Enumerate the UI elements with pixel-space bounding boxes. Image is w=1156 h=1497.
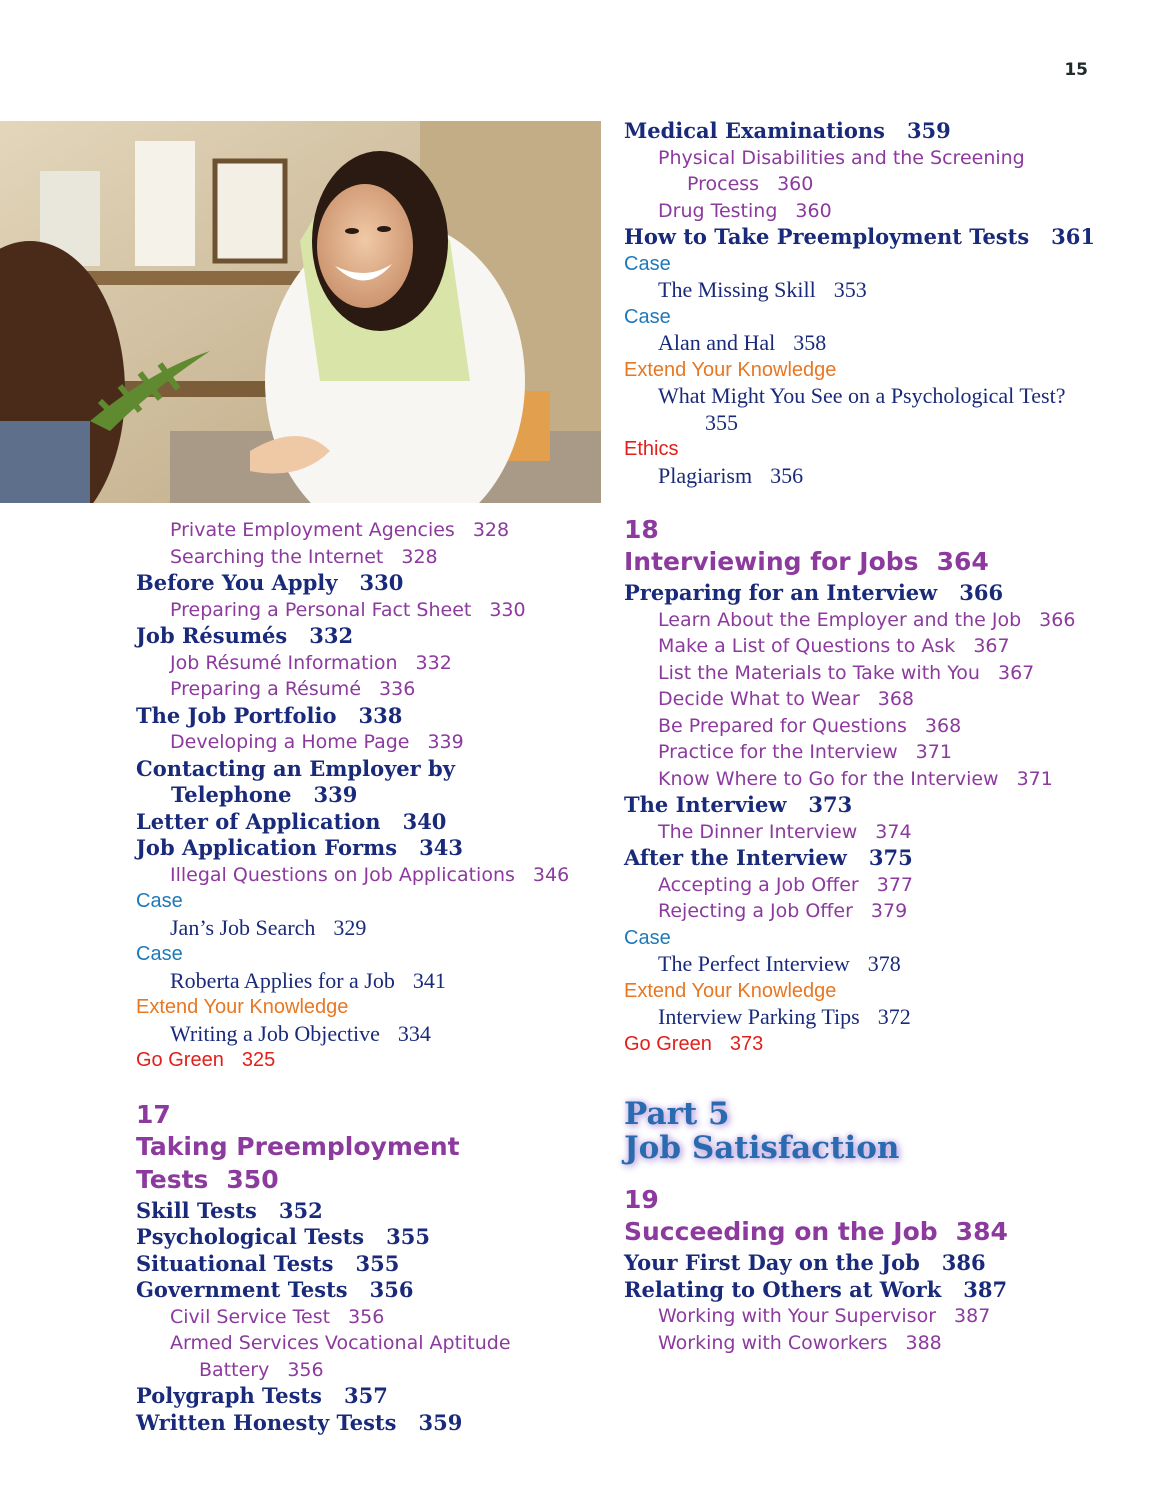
toc-subsection-entry[interactable] xyxy=(624,898,1104,925)
page-ref: 374 xyxy=(875,820,912,843)
page-ref: 330 xyxy=(489,598,526,621)
feature-title-entry[interactable] xyxy=(136,968,586,995)
feature-label-case xyxy=(624,925,1104,952)
entry-text: Medical Examinations xyxy=(624,118,885,143)
page-ref: 366 xyxy=(959,580,1004,605)
entry-text: Private Employment Agencies xyxy=(170,519,455,541)
entry-text: Illegal Questions on Job Applications xyxy=(170,863,515,886)
entry-text: Extend Your Knowledge xyxy=(624,358,837,381)
chapter-number: 19 xyxy=(624,1185,659,1214)
toc-section-entry[interactable] xyxy=(136,1410,586,1437)
page-ref: 336 xyxy=(379,678,416,700)
part-heading xyxy=(624,1097,1104,1165)
entry-text: Be Prepared for Questions xyxy=(658,714,907,737)
page-ref: 358 xyxy=(793,330,827,355)
page-ref: 357 xyxy=(343,1383,388,1408)
page-ref: 356 xyxy=(369,1277,414,1302)
entry-text: Developing a Home Page xyxy=(170,731,410,753)
toc-section-entry[interactable] xyxy=(136,835,586,862)
page-ref: 332 xyxy=(415,651,452,674)
entry-text: The Job Portfolio xyxy=(136,702,337,728)
entry-text: Preparing for an Interview xyxy=(624,580,938,605)
toc-subsection-entry[interactable] xyxy=(624,1303,1104,1330)
entry-text: Jan’s Job Search xyxy=(170,914,316,940)
page-ref: 360 xyxy=(777,173,814,195)
entry-text: Rejecting a Job Offer xyxy=(658,900,853,922)
entry-text: The Interview xyxy=(624,792,787,817)
toc-subsection-entry[interactable] xyxy=(136,544,586,571)
entry-text: The Perfect Interview xyxy=(658,951,850,976)
entry-text: Job Application Forms xyxy=(136,835,398,860)
feature-title-entry[interactable] xyxy=(624,1004,1104,1031)
page-ref: 341 xyxy=(412,967,446,993)
entry-text: Roberta Applies for a Job xyxy=(170,967,395,993)
entry-text: Preparing a Personal Fact Sheet xyxy=(170,598,472,621)
toc-section-entry[interactable] xyxy=(624,580,1104,607)
entry-text: Written Honesty Tests xyxy=(136,1409,397,1435)
chapter-title[interactable]: Interviewing for Jobs 364 xyxy=(624,547,989,576)
entry-text: Accepting a Job Offer xyxy=(658,873,859,896)
entry-text: Situational Tests xyxy=(136,1250,334,1276)
entry-text: Polygraph Tests xyxy=(136,1383,322,1408)
feature-title-entry[interactable] xyxy=(136,915,586,942)
toc-subsection-entry[interactable] xyxy=(624,198,1104,225)
entry-text: Physical Disabilities and the Screening Process xyxy=(658,146,1025,195)
entry-text: Letter of Application xyxy=(136,808,381,834)
part-number: Part 5 xyxy=(624,1096,730,1132)
entry-text: Civil Service Test xyxy=(170,1305,331,1328)
entry-text: Preparing a Résumé xyxy=(170,678,362,700)
feature-label-case xyxy=(136,888,586,915)
toc-section-entry[interactable] xyxy=(136,1198,586,1225)
feature-label-case xyxy=(624,304,1104,331)
toc-subsection-entry[interactable] xyxy=(624,686,1104,713)
feature-label-extend xyxy=(624,978,1104,1005)
page-ref: 328 xyxy=(401,545,438,568)
toc-subsection-entry[interactable] xyxy=(136,650,586,677)
toc-subsection-entry[interactable] xyxy=(136,862,586,889)
page-ref: 373 xyxy=(808,792,853,817)
entry-text: Searching the Internet xyxy=(170,545,384,568)
page-ref: 361 xyxy=(1051,224,1095,249)
entry-text: Case xyxy=(136,943,183,965)
page-ref: 367 xyxy=(973,635,1010,657)
entry-text: Case xyxy=(624,926,671,949)
feature-label-ethics xyxy=(624,436,1104,463)
toc-section-entry[interactable] xyxy=(136,1224,586,1251)
entry-text: The Dinner Interview xyxy=(658,820,858,843)
page-ref: 339 xyxy=(427,731,464,753)
page-ref: 366 xyxy=(1039,608,1076,631)
chapter-17 xyxy=(136,1100,586,1437)
toc-subsection-entry[interactable] xyxy=(624,819,1104,846)
entry-text: Before You Apply xyxy=(136,570,338,595)
feature-label-case xyxy=(624,251,1104,278)
entry-text: Decide What to Wear xyxy=(658,688,860,710)
toc-section-entry[interactable] xyxy=(624,224,1104,251)
entry-text: Drug Testing xyxy=(658,199,778,222)
part-title: Job Satisfaction xyxy=(624,1130,900,1166)
entry-text: Case xyxy=(624,305,671,328)
page-ref: 388 xyxy=(905,1331,942,1354)
chapter-photo xyxy=(0,121,601,503)
entry-text: Alan and Hal xyxy=(658,330,776,355)
toc-section-entry[interactable] xyxy=(136,623,586,650)
page-ref: 330 xyxy=(359,570,404,595)
toc-section-entry[interactable] xyxy=(624,1250,1104,1277)
toc-section-entry[interactable] xyxy=(624,792,1104,819)
toc-subsection-entry[interactable] xyxy=(624,633,1104,660)
entry-text: Go Green xyxy=(136,1049,224,1071)
feature-title-entry[interactable] xyxy=(624,277,1104,304)
page-ref: 343 xyxy=(419,835,463,860)
chapter-19 xyxy=(624,1185,1104,1356)
page-ref: 368 xyxy=(924,714,962,737)
page-ref: 368 xyxy=(877,688,914,710)
page-ref: 356 xyxy=(287,1358,324,1381)
toc-subsection-entry[interactable] xyxy=(624,607,1104,634)
toc-section-entry[interactable] xyxy=(624,118,1104,145)
entry-text: Make a List of Questions to Ask xyxy=(658,635,956,657)
page-number: 15 xyxy=(1064,60,1088,80)
toc-subsection-entry[interactable] xyxy=(624,872,1104,899)
entry-text: Your First Day on the Job xyxy=(624,1250,920,1275)
entry-text: Practice for the Interview xyxy=(658,741,898,763)
toc-subsection-entry[interactable] xyxy=(136,517,586,544)
toc-subsection-entry[interactable] xyxy=(624,713,1104,740)
page-ref: 359 xyxy=(906,118,951,143)
toc-section-entry[interactable] xyxy=(624,1277,1104,1304)
chapter-title[interactable]: Succeeding on the Job 384 xyxy=(624,1217,1008,1246)
page-ref: 359 xyxy=(418,1409,463,1435)
entry-text: Learn About the Employer and the Job xyxy=(658,608,1022,631)
page-ref: 346 xyxy=(532,863,570,886)
page-ref: 360 xyxy=(795,199,832,222)
entry-text: Plagiarism xyxy=(658,462,753,488)
page-ref: 373 xyxy=(729,1032,764,1055)
entry-text: Government Tests xyxy=(136,1277,348,1302)
page-ref: 356 xyxy=(770,462,804,488)
page-ref: 372 xyxy=(877,1004,911,1029)
chapter-number: 17 xyxy=(136,1099,171,1129)
page-ref: 377 xyxy=(876,873,913,896)
feature-title-entry[interactable] xyxy=(624,383,1104,436)
page-ref: 353 xyxy=(833,277,867,302)
page-ref: 356 xyxy=(348,1305,385,1328)
toc-subsection-entry[interactable] xyxy=(136,597,586,624)
toc-section-entry[interactable] xyxy=(136,809,586,836)
feature-title-entry[interactable] xyxy=(624,951,1104,978)
toc-subsection-entry[interactable] xyxy=(136,1304,586,1331)
feature-title-entry[interactable] xyxy=(624,463,1104,490)
toc-left-column xyxy=(136,517,586,1436)
toc-right-column xyxy=(624,118,1104,1356)
page-ref: 338 xyxy=(358,702,403,728)
page-ref: 355 xyxy=(355,1250,400,1276)
page-ref: 340 xyxy=(402,808,447,834)
page-ref: 329 xyxy=(333,914,367,940)
chapter-18 xyxy=(624,515,1104,1057)
page-ref: 387 xyxy=(963,1276,1008,1302)
toc-subsection-entry[interactable] xyxy=(136,729,586,756)
entry-text: How to Take Preemployment Tests xyxy=(624,224,1030,249)
page-ref: 379 xyxy=(870,900,908,922)
entry-text: Job Résumé Information xyxy=(170,651,398,674)
entry-text: After the Interview xyxy=(624,845,847,870)
entry-text: Go Green xyxy=(624,1032,712,1055)
entry-text: Case xyxy=(136,890,183,912)
page-ref: 371 xyxy=(1016,767,1053,790)
page-ref: 371 xyxy=(915,741,952,763)
page-ref: 384 xyxy=(955,1217,1008,1246)
chapter-title[interactable]: Taking Preemployment Tests 350 xyxy=(136,1131,460,1194)
page-ref: 332 xyxy=(309,623,354,648)
entry-text: Know Where to Go for the Interview xyxy=(658,767,999,790)
page-ref: 364 xyxy=(936,547,989,576)
page-ref: 355 xyxy=(705,409,738,435)
entry-text: Armed Services Vocational Aptitude Battery xyxy=(170,1332,511,1381)
toc-subsection-entry[interactable] xyxy=(624,766,1104,793)
feature-label-case xyxy=(136,941,586,968)
entry-text: Writing a Job Objective xyxy=(170,1020,380,1046)
toc-section-entry[interactable] xyxy=(624,845,1104,872)
toc-section-entry[interactable] xyxy=(136,756,586,809)
toc-section-entry[interactable] xyxy=(136,570,586,597)
toc-subsection-entry[interactable] xyxy=(624,660,1104,687)
entry-text: Ethics xyxy=(624,438,679,460)
page-ref: 386 xyxy=(941,1250,986,1275)
entry-text: Contacting an Employer by Telephone xyxy=(136,755,455,807)
page-ref: 328 xyxy=(472,519,510,541)
toc-section-entry[interactable] xyxy=(136,1277,586,1304)
feature-title-entry[interactable] xyxy=(624,330,1104,357)
entry-text: Psychological Tests xyxy=(136,1224,365,1249)
entry-text: The Missing Skill xyxy=(658,277,816,302)
page-ref: 355 xyxy=(386,1224,430,1249)
entry-text: Interview Parking Tips xyxy=(658,1004,860,1029)
entry-text: Relating to Others at Work xyxy=(624,1276,942,1302)
feature-label-extend xyxy=(624,357,1104,384)
entry-text: Case xyxy=(624,252,671,275)
page-ref: 378 xyxy=(867,951,901,976)
page-ref: 375 xyxy=(868,845,913,870)
feature-label-go-green[interactable] xyxy=(136,1047,586,1074)
toc-section-entry[interactable] xyxy=(136,1251,586,1278)
entry-text: Working with Your Supervisor xyxy=(658,1305,937,1327)
toc-section-entry[interactable] xyxy=(136,1383,586,1410)
page-ref: 339 xyxy=(313,782,358,807)
toc-subsection-entry[interactable] xyxy=(624,145,1104,198)
feature-label-extend xyxy=(136,994,586,1021)
feature-label-go-green[interactable] xyxy=(624,1031,1104,1058)
entry-text: Extend Your Knowledge xyxy=(136,996,349,1018)
page-ref: 325 xyxy=(241,1049,276,1071)
page-ref: 352 xyxy=(278,1197,323,1223)
toc-subsection-entry[interactable] xyxy=(136,1330,586,1383)
entry-text: Working with Coworkers xyxy=(658,1331,888,1354)
entry-text: Skill Tests xyxy=(136,1197,257,1223)
toc-section-entry[interactable] xyxy=(136,703,586,730)
entry-text: Job Résumés xyxy=(136,623,288,648)
entry-text: What Might You See on a Psychological Test? xyxy=(658,383,1066,408)
page-ref: 334 xyxy=(397,1020,431,1046)
entry-text: Extend Your Knowledge xyxy=(624,979,837,1002)
chapter-number: 18 xyxy=(624,515,659,544)
page-ref: 367 xyxy=(997,661,1035,684)
toc-subsection-entry[interactable] xyxy=(136,676,586,703)
toc-subsection-entry[interactable] xyxy=(624,739,1104,766)
feature-title-entry[interactable] xyxy=(136,1021,586,1048)
page-ref: 387 xyxy=(954,1305,991,1327)
page-ref: 350 xyxy=(226,1164,279,1194)
toc-subsection-entry[interactable] xyxy=(624,1330,1104,1357)
entry-text: List the Materials to Take with You xyxy=(658,661,980,684)
